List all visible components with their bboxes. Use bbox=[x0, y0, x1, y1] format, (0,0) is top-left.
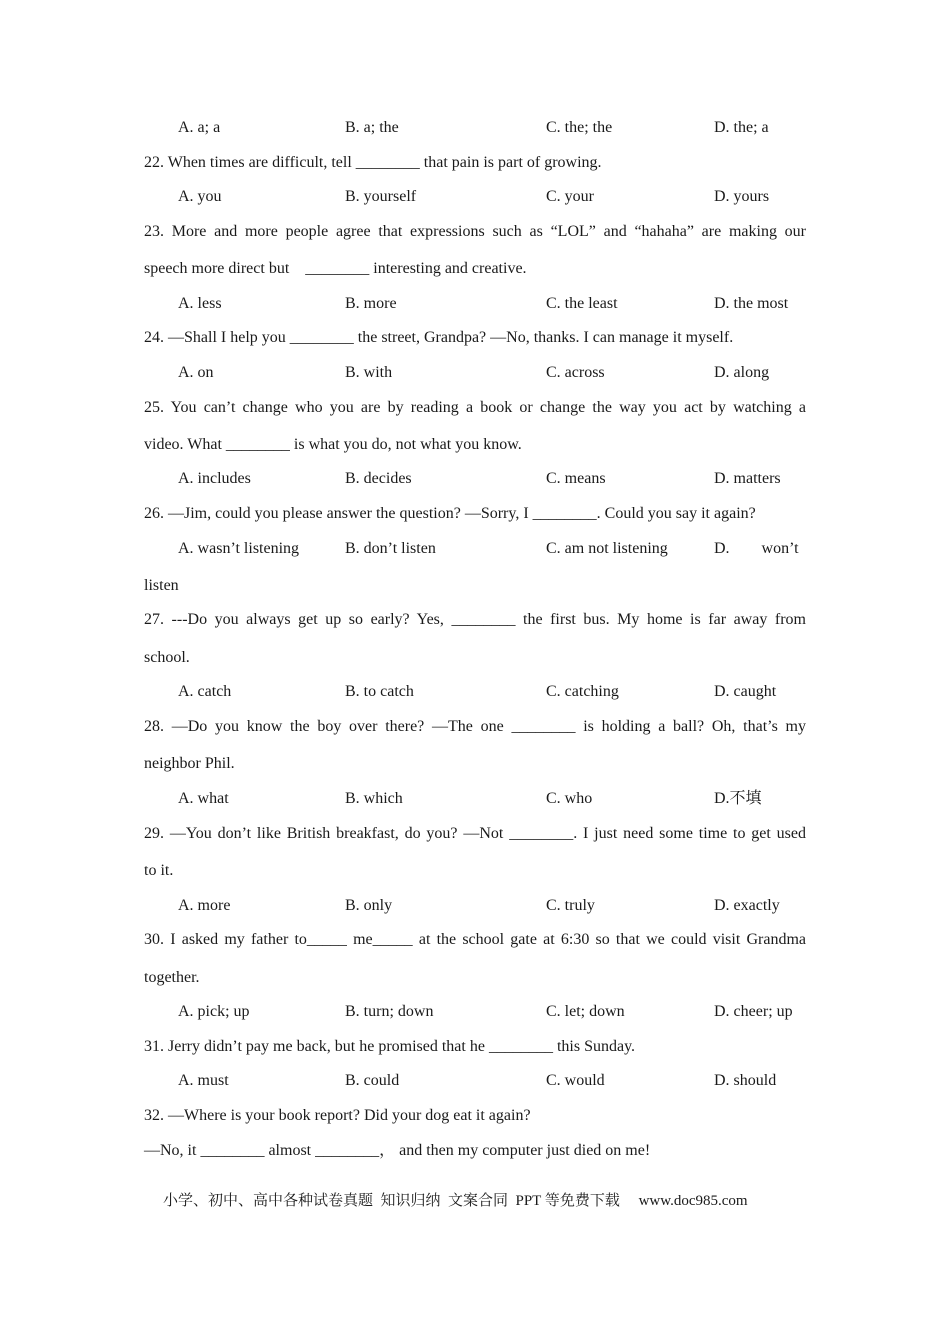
option-a: A. on bbox=[178, 364, 214, 381]
question-27-text-line2: school. bbox=[144, 649, 190, 666]
option-a: A. less bbox=[178, 295, 222, 312]
question-30-text-line2: together. bbox=[144, 969, 200, 986]
option-c: C. means bbox=[546, 470, 606, 487]
question-32-text-line2: —No, it ________ almost ________， and then my computer just died on me! bbox=[144, 1142, 651, 1159]
option-b: B. a; the bbox=[345, 119, 399, 136]
option-b: B. to catch bbox=[345, 683, 414, 700]
option-a: A. wasn’t listening bbox=[178, 540, 300, 557]
option-d: D. yours bbox=[714, 188, 770, 205]
question-31-text: 31. Jerry didn’t pay me back, but he promised that he ________ this Sunday. bbox=[144, 1038, 636, 1055]
option-d: D. should bbox=[714, 1072, 777, 1089]
question-28-options bbox=[0, 789, 950, 809]
question-26-option-wrap: listen bbox=[144, 577, 179, 594]
option-a: A. catch bbox=[178, 683, 232, 700]
question-32-text-line1: 32. —Where is your book report? Did your dog eat it again? bbox=[144, 1107, 531, 1124]
option-d: D.不填 bbox=[714, 790, 762, 807]
option-c: C. would bbox=[546, 1072, 605, 1089]
option-c: C. who bbox=[546, 790, 593, 807]
option-b: B. which bbox=[345, 790, 403, 807]
question-27-options bbox=[0, 682, 950, 702]
option-a: A. what bbox=[178, 790, 229, 807]
option-b: B. only bbox=[345, 897, 393, 914]
question-29-options bbox=[0, 896, 950, 916]
option-row bbox=[0, 118, 950, 138]
question-26-options bbox=[0, 539, 950, 559]
option-c: C. across bbox=[546, 364, 605, 381]
option-d: D. exactly bbox=[714, 897, 780, 914]
question-24-text: 24. —Shall I help you ________ the street, Grandpa? —No, thanks. I can manage it myself. bbox=[144, 329, 734, 346]
option-b: B. could bbox=[345, 1072, 400, 1089]
question-22-options bbox=[0, 187, 950, 207]
option-d: D. the; a bbox=[714, 119, 769, 136]
option-d: D. cheer; up bbox=[714, 1003, 793, 1020]
question-30-options bbox=[0, 1002, 950, 1022]
option-b: B. turn; down bbox=[345, 1003, 434, 1020]
question-25-text-line2: video. What ________ is what you do, not what you know. bbox=[144, 436, 522, 453]
option-b: B. decides bbox=[345, 470, 412, 487]
question-23-text-line2: speech more direct but ________ interesting and creative. bbox=[144, 260, 527, 277]
option-b: B. don’t listen bbox=[345, 540, 436, 557]
option-c: C. the least bbox=[546, 295, 618, 312]
option-c: C. catching bbox=[546, 683, 619, 700]
option-d: D. along bbox=[714, 364, 770, 381]
option-d: D. won’t bbox=[714, 540, 799, 557]
question-27-text-line1: 27. ---Do you always get up so early? Yes, ________ the first bus. My home is far away from bbox=[144, 611, 806, 628]
question-23-options bbox=[0, 294, 950, 314]
question-25-options bbox=[0, 469, 950, 489]
option-a: A. more bbox=[178, 897, 231, 914]
option-c: C. let; down bbox=[546, 1003, 625, 1020]
question-23-text-line1: 23. More and more people agree that expressions such as “LOL” and “hahaha” are making our bbox=[144, 223, 806, 240]
option-a: A. includes bbox=[178, 470, 251, 487]
question-22-text: 22. When times are difficult, tell ________ that pain is part of growing. bbox=[144, 154, 602, 171]
question-31-options bbox=[0, 1071, 950, 1091]
option-a: A. you bbox=[178, 188, 222, 205]
page-footer: 小学、初中、高中各种试卷真题 知识归纳 文案合同 PPT 等免费下载 www.doc985.com bbox=[163, 1193, 748, 1209]
option-a: A. must bbox=[178, 1072, 229, 1089]
question-26-text: 26. —Jim, could you please answer the question? —Sorry, I ________. Could you say it again? bbox=[144, 505, 756, 522]
option-d: D. caught bbox=[714, 683, 777, 700]
question-29-text-line1: 29. —You don’t like British breakfast, do you? —Not ________. I just need some time to get used bbox=[144, 825, 806, 842]
question-25-text-line1: 25. You can’t change who you are by reading a book or change the way you act by watching a bbox=[144, 399, 806, 416]
option-d: D. the most bbox=[714, 295, 789, 312]
question-28-text-line2: neighbor Phil. bbox=[144, 755, 235, 772]
option-a: A. a; a bbox=[178, 119, 221, 136]
option-a: A. pick; up bbox=[178, 1003, 250, 1020]
option-b: B. yourself bbox=[345, 188, 417, 205]
question-29-text-line2: to it. bbox=[144, 862, 174, 879]
option-d: D. matters bbox=[714, 470, 781, 487]
option-b: B. more bbox=[345, 295, 397, 312]
option-c: C. am not listening bbox=[546, 540, 668, 557]
question-28-text-line1: 28. —Do you know the boy over there? —The one ________ is holding a ball? Oh, that’s my bbox=[144, 718, 806, 735]
option-b: B. with bbox=[345, 364, 393, 381]
option-c: C. truly bbox=[546, 897, 595, 914]
option-c: C. your bbox=[546, 188, 594, 205]
option-c: C. the; the bbox=[546, 119, 613, 136]
question-30-text-line1: 30. I asked my father to_____ me_____ at the school gate at 6:30 so that we could visit Grandma bbox=[144, 931, 806, 948]
question-24-options bbox=[0, 363, 950, 383]
